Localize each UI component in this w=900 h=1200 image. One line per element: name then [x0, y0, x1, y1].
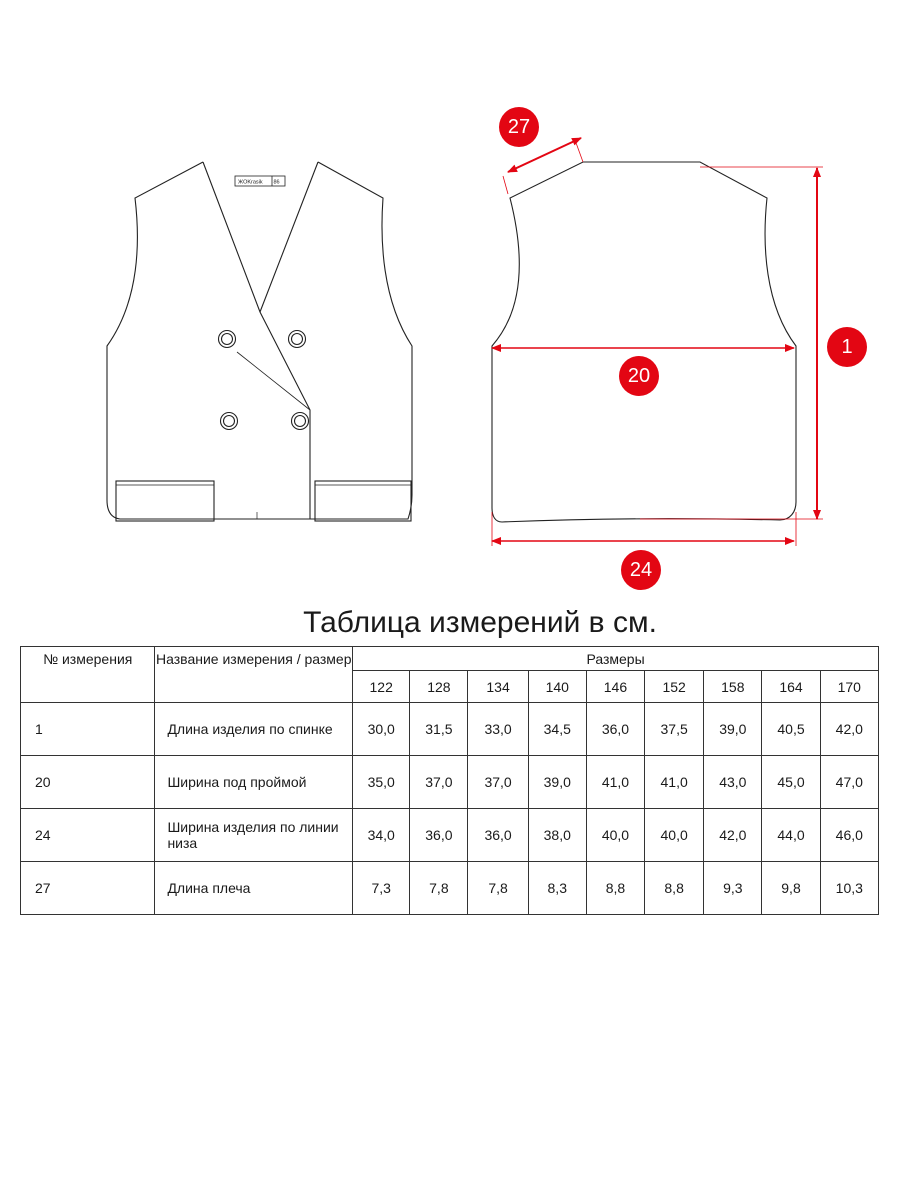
- badge-hem-label: 24: [629, 559, 653, 581]
- measurement-value: 42,0: [704, 809, 762, 862]
- measurement-name: Длина изделия по спинке: [155, 703, 353, 756]
- measurement-value: 8,8: [645, 862, 704, 915]
- button-bottom-left: [221, 413, 238, 430]
- measurement-value: 10,3: [820, 862, 878, 915]
- button-top-right: [289, 331, 306, 348]
- size-header-cell: 170: [820, 671, 878, 703]
- measurement-name: Ширина под проймой: [155, 756, 353, 809]
- table-row: [21, 756, 879, 809]
- measurement-value: 43,0: [704, 756, 762, 809]
- vest-front-drawing: [107, 162, 412, 521]
- vest-back-drawing: [492, 162, 796, 522]
- brand-label-size: 86: [273, 179, 280, 186]
- measurement-value: 36,0: [468, 809, 528, 862]
- measurement-value: 41,0: [586, 756, 644, 809]
- measurement-value: 31,5: [410, 703, 468, 756]
- measurement-value: 38,0: [528, 809, 586, 862]
- measurement-number: 20: [21, 756, 155, 809]
- measurement-value: 8,3: [528, 862, 586, 915]
- brand-label: [235, 176, 285, 186]
- measurement-value: 9,8: [762, 862, 820, 915]
- measurement-value: 47,0: [820, 756, 878, 809]
- measurement-number: 27: [21, 862, 155, 915]
- measurement-value: 36,0: [586, 703, 644, 756]
- measurement-number: 24: [21, 809, 155, 862]
- measurement-value: 35,0: [353, 756, 410, 809]
- badge-shoulder-label: 27: [507, 116, 531, 138]
- measurement-table: [20, 646, 879, 915]
- brand-logo-text: ЖOKrasik: [238, 179, 263, 186]
- measurement-value: 37,5: [645, 703, 704, 756]
- table-row: [21, 862, 879, 915]
- page-title: Таблица измерений в см.: [303, 606, 657, 639]
- badge-length: [827, 327, 867, 367]
- size-header-cell: 152: [645, 671, 704, 703]
- measurement-value: 34,0: [353, 809, 410, 862]
- measurement-value: 46,0: [820, 809, 878, 862]
- button-top-left: [219, 331, 236, 348]
- table-row: [21, 809, 879, 862]
- button-bottom-right: [292, 413, 309, 430]
- measurement-value: 39,0: [528, 756, 586, 809]
- measurement-value: 40,0: [645, 809, 704, 862]
- header-sizes: Размеры: [353, 647, 879, 671]
- measurement-value: 9,3: [704, 862, 762, 915]
- size-header-cell: 134: [468, 671, 528, 703]
- measurement-value: 7,8: [468, 862, 528, 915]
- vest-front-overlap-edge: [237, 352, 310, 410]
- measurement-name: Длина плеча: [155, 862, 353, 915]
- header-name: Название измерения / размер: [155, 647, 353, 703]
- size-header-cell: 146: [586, 671, 644, 703]
- measurement-number: 1: [21, 703, 155, 756]
- measurement-value: 33,0: [468, 703, 528, 756]
- size-header-cell: 122: [353, 671, 410, 703]
- measurement-value: 42,0: [820, 703, 878, 756]
- size-header-cell: 140: [528, 671, 586, 703]
- measurement-value: 37,0: [468, 756, 528, 809]
- measurement-value: 8,8: [586, 862, 644, 915]
- measurement-value: 34,5: [528, 703, 586, 756]
- measurement-value: 36,0: [410, 809, 468, 862]
- measurement-value: 40,5: [762, 703, 820, 756]
- measurement-value: 40,0: [586, 809, 644, 862]
- measurement-value: 44,0: [762, 809, 820, 862]
- size-header-cell: 158: [704, 671, 762, 703]
- vest-back-outline: [492, 162, 796, 522]
- measurement-value: 30,0: [353, 703, 410, 756]
- measurement-value: 7,8: [410, 862, 468, 915]
- measurement-value: 45,0: [762, 756, 820, 809]
- table-row: [21, 703, 879, 756]
- header-number: № измерения: [21, 647, 155, 703]
- badge-chest: [619, 356, 659, 396]
- vest-front-outline: [107, 162, 412, 519]
- right-pocket-flap: [315, 481, 411, 521]
- measurement-value: 39,0: [704, 703, 762, 756]
- measurement-value: 7,3: [353, 862, 410, 915]
- badge-chest-label: 20: [627, 365, 651, 387]
- size-header-cell: 164: [762, 671, 820, 703]
- size-header-cell: 128: [410, 671, 468, 703]
- measurement-arrows: [492, 138, 823, 546]
- measurement-value: 37,0: [410, 756, 468, 809]
- measurement-value: 41,0: [645, 756, 704, 809]
- badge-length-label: 1: [841, 336, 853, 358]
- badge-hem: [621, 550, 661, 590]
- badge-shoulder: [499, 107, 539, 147]
- measurement-name: Ширина изделия по линии низа: [155, 809, 353, 862]
- left-pocket-flap: [116, 481, 214, 521]
